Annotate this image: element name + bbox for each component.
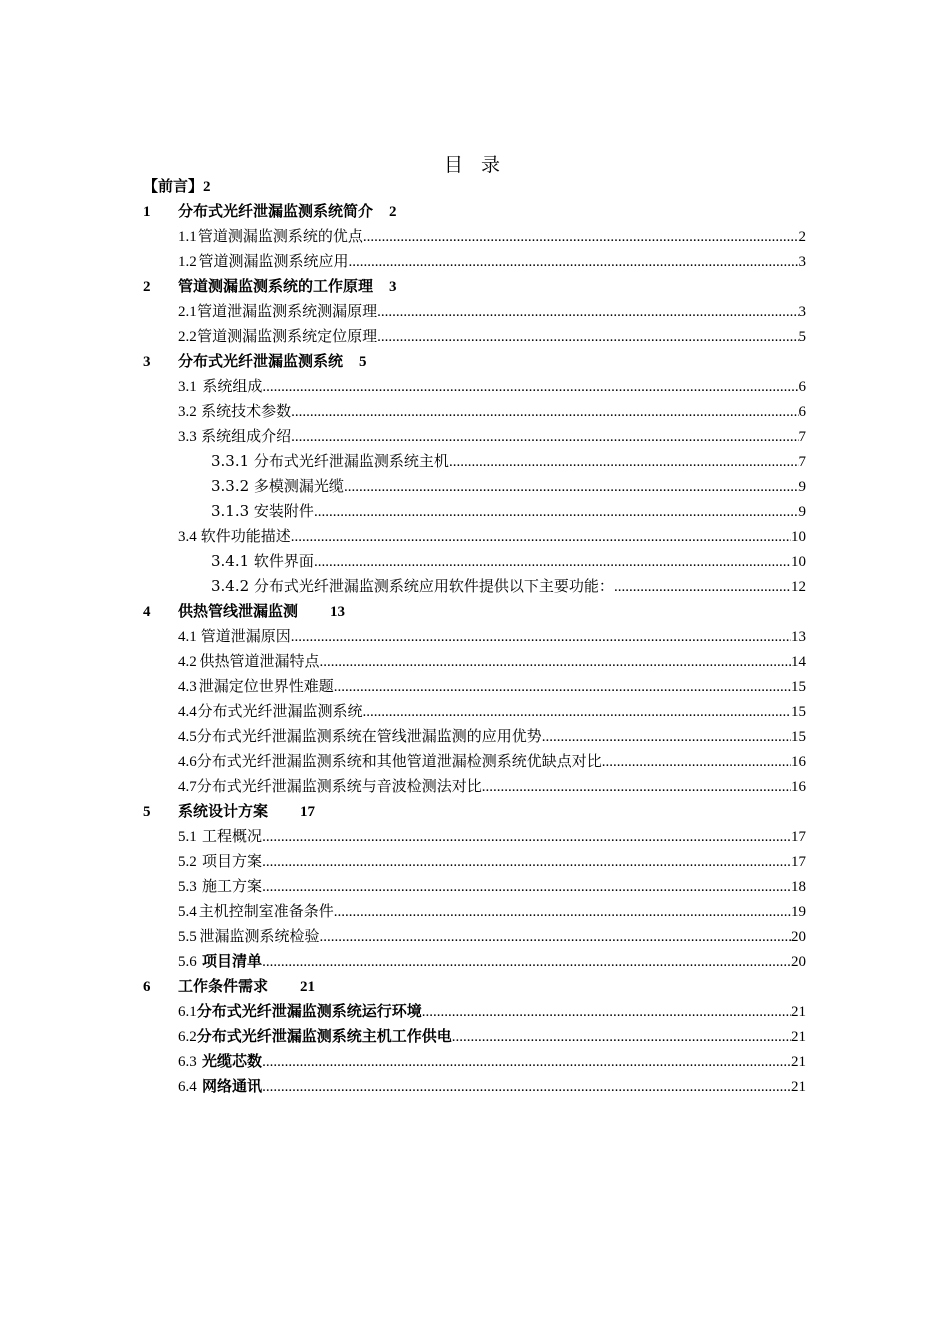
- toc-leader-dots: [291, 525, 791, 550]
- toc-entry-level2[interactable]: [178, 724, 806, 749]
- toc-page: 17: [300, 804, 316, 820]
- toc-page: 3: [389, 279, 397, 295]
- toc-label: 管道测漏监测系统的优点: [197, 227, 363, 245]
- toc-label: 主机控制室准备条件: [198, 902, 334, 920]
- toc-leader-dots: [452, 1025, 791, 1050]
- toc-number: 4.7: [178, 779, 197, 795]
- toc-entry-level3[interactable]: [211, 549, 806, 574]
- toc-number: 5.3: [178, 879, 197, 895]
- toc-page: 16: [791, 754, 806, 770]
- toc-entry-level2[interactable]: [178, 299, 806, 324]
- toc-page: 2: [389, 204, 397, 220]
- toc-page: 3: [798, 304, 806, 320]
- toc-number: 4.1: [178, 629, 197, 645]
- toc-label: 分布式光纤泄漏监测系统: [178, 352, 344, 370]
- toc-number: 5.1: [178, 829, 197, 845]
- toc-number: 6.3: [178, 1054, 197, 1070]
- toc-leader-dots: [344, 475, 799, 500]
- toc-entry-level2[interactable]: [178, 374, 806, 399]
- toc-label: 管道泄漏监测系统测漏原理: [197, 302, 378, 320]
- toc-label: 系统组成介绍: [201, 427, 292, 445]
- toc-page: 21: [791, 1054, 806, 1070]
- toc-number: 6.1: [178, 1004, 197, 1020]
- toc-leader-dots: [262, 1050, 791, 1075]
- toc-leader-dots: [262, 825, 791, 850]
- toc-entry-level2[interactable]: [178, 899, 806, 924]
- toc-entry-level2[interactable]: [178, 324, 806, 349]
- toc-page: 21: [791, 1079, 806, 1095]
- toc-leader-dots: [377, 300, 798, 325]
- toc-label: 分布式光纤泄漏监测系统与音波检测法对比: [196, 777, 482, 795]
- toc-number: 4.6: [178, 754, 197, 770]
- toc-label: 【前言】: [143, 177, 204, 195]
- toc-label: 3.4.2 分布式光纤泄漏监测系统应用软件提供以下主要功能：: [211, 577, 614, 595]
- toc-entry-level3[interactable]: [211, 574, 806, 599]
- toc-page: 16: [791, 779, 806, 795]
- toc-page: 10: [791, 529, 806, 545]
- toc-page: 2: [798, 229, 806, 245]
- toc-page: 14: [791, 654, 806, 670]
- toc-label: 系统组成: [202, 377, 263, 395]
- toc-entry-level2[interactable]: [178, 1074, 806, 1099]
- toc-entry-level2[interactable]: [178, 524, 806, 549]
- toc-leader-dots: [314, 550, 791, 575]
- toc-page: 21: [791, 1029, 806, 1045]
- toc-label: 管道测漏监测系统的工作原理: [178, 277, 374, 295]
- toc-leader-dots: [363, 225, 799, 250]
- toc-number: 4: [143, 604, 151, 620]
- toc-entry-level3[interactable]: [211, 474, 806, 499]
- toc-leader-dots: [291, 625, 791, 650]
- toc-number: 5: [143, 804, 151, 820]
- toc-entry-level1[interactable]: [143, 349, 367, 374]
- toc-entry-level2[interactable]: [178, 649, 806, 674]
- toc-number: 1.1: [178, 229, 197, 245]
- toc-leader-dots: [602, 750, 791, 775]
- toc-entry-level1[interactable]: [143, 199, 397, 224]
- toc-entry-level1[interactable]: [143, 274, 397, 299]
- toc-number: 2.2: [178, 329, 197, 345]
- toc-entry-level2[interactable]: [178, 674, 806, 699]
- toc-leader-dots: [319, 650, 791, 675]
- toc-entry-level1[interactable]: [143, 974, 315, 999]
- toc-leader-dots: [482, 775, 791, 800]
- toc-label: 供热管道泄漏特点: [199, 652, 320, 670]
- toc-page: 5: [798, 329, 806, 345]
- toc-leader-dots: [363, 700, 792, 725]
- toc-leader-dots: [262, 950, 791, 975]
- toc-label: 管道测漏监测系统应用: [198, 252, 349, 270]
- toc-label: 软件功能描述: [200, 527, 291, 545]
- toc-label: 3.4.1 软件界面: [211, 552, 314, 570]
- toc-page: 12: [791, 579, 806, 595]
- toc-label: 分布式光纤泄漏监测系统运行环境: [196, 1002, 422, 1020]
- toc-leader-dots: [348, 250, 798, 275]
- toc-entry-level2[interactable]: [178, 1049, 806, 1074]
- toc-entry-level2[interactable]: [178, 699, 806, 724]
- toc-label: 项目清单: [202, 952, 263, 970]
- toc-page: 2: [203, 179, 211, 195]
- toc-entry-level2[interactable]: [178, 824, 806, 849]
- toc-number: 3.2: [178, 404, 197, 420]
- toc-page: 7: [798, 429, 806, 445]
- toc-page: 9: [798, 479, 806, 495]
- toc-number: 5.6: [178, 954, 197, 970]
- toc-number: 6.4: [178, 1079, 197, 1095]
- toc-entry-level2[interactable]: [178, 849, 806, 874]
- toc-leader-dots: [262, 375, 798, 400]
- toc-number: 4.4: [178, 704, 197, 720]
- toc-label: 泄漏定位世界性难题: [198, 677, 334, 695]
- toc-label: 3.1.3 安装附件: [211, 502, 314, 520]
- toc-entry-preface[interactable]: [143, 174, 211, 199]
- toc-page: 3: [798, 254, 806, 270]
- toc-entry-level3[interactable]: [211, 449, 806, 474]
- toc-leader-dots: [319, 925, 791, 950]
- toc-label: 项目方案: [202, 852, 263, 870]
- toc-number: 2: [143, 279, 151, 295]
- toc-page: 10: [791, 554, 806, 570]
- toc-page: 5: [359, 354, 367, 370]
- toc-label: 工作条件需求: [178, 977, 269, 995]
- toc-page: 20: [791, 929, 806, 945]
- toc-label: 光缆芯数: [202, 1052, 263, 1070]
- toc-label: 管道测漏监测系统定位原理: [197, 327, 378, 345]
- toc-number: 4.5: [178, 729, 197, 745]
- toc-page: 6: [798, 379, 806, 395]
- toc-number: 3: [143, 354, 151, 370]
- toc-number: 2.1: [178, 304, 197, 320]
- toc-label: 系统设计方案: [178, 802, 269, 820]
- toc-label: 分布式光纤泄漏监测系统在管线泄漏监测的应用优势: [196, 727, 542, 745]
- toc-number: 4.2: [178, 654, 197, 670]
- toc-number: 5.5: [178, 929, 197, 945]
- toc-label: 供热管线泄漏监测: [178, 602, 299, 620]
- toc-label: 分布式光纤泄漏监测系统和其他管道泄漏检测系统优缺点对比: [196, 752, 602, 770]
- toc-label: 网络通讯: [202, 1077, 263, 1095]
- toc-entry-level2[interactable]: [178, 399, 806, 424]
- toc-entry-level2[interactable]: [178, 924, 806, 949]
- toc-label: 分布式光纤泄漏监测系统简介: [178, 202, 374, 220]
- toc-page: 6: [798, 404, 806, 420]
- toc-number: 1: [143, 204, 151, 220]
- toc-label: 3.3.2 多模测漏光缆: [211, 477, 344, 495]
- toc-entry-level1[interactable]: [143, 799, 315, 824]
- toc-number: 3.4: [178, 529, 197, 545]
- toc-title: 目 录: [443, 154, 507, 176]
- toc-entry-level2[interactable]: [178, 249, 806, 274]
- toc-page: 15: [791, 729, 806, 745]
- toc-entry-level2[interactable]: [178, 224, 806, 249]
- toc-leader-dots: [542, 725, 791, 750]
- toc-page: 17: [791, 854, 806, 870]
- toc-page: 15: [791, 704, 806, 720]
- toc-leader-dots: [334, 675, 791, 700]
- toc-number: 6.2: [178, 1029, 197, 1045]
- toc-entry-level1[interactable]: [143, 599, 345, 624]
- toc-page: 21: [300, 979, 316, 995]
- toc-number: 5.2: [178, 854, 197, 870]
- toc-leader-dots: [449, 450, 799, 475]
- toc-entry-level2[interactable]: [178, 624, 806, 649]
- toc-number: 3.3: [178, 429, 197, 445]
- toc-label: 工程概况: [202, 827, 263, 845]
- toc-page: 13: [791, 629, 806, 645]
- toc-leader-dots: [262, 875, 791, 900]
- toc-label: 3.3.1 分布式光纤泄漏监测系统主机: [211, 452, 449, 470]
- toc-page: 18: [791, 879, 806, 895]
- toc-page: 9: [798, 504, 806, 520]
- toc-leader-dots: [377, 325, 798, 350]
- toc-leader-dots: [614, 575, 791, 600]
- toc-page: 15: [791, 679, 806, 695]
- toc-entry-level2[interactable]: [178, 774, 806, 799]
- toc-leader-dots: [291, 400, 798, 425]
- toc-leader-dots: [314, 500, 799, 525]
- toc-label: 系统技术参数: [201, 402, 292, 420]
- toc-entry-level2[interactable]: [178, 874, 806, 899]
- toc-leader-dots: [291, 425, 798, 450]
- toc-number: 1.2: [178, 254, 197, 270]
- toc-page: 13: [330, 604, 346, 620]
- toc-entry-level3[interactable]: [211, 499, 806, 524]
- toc-page: 17: [791, 829, 806, 845]
- toc-label: 施工方案: [202, 877, 263, 895]
- toc-label: 管道泄漏原因: [200, 627, 291, 645]
- toc-leader-dots: [262, 850, 791, 875]
- toc-entry-level2[interactable]: [178, 424, 806, 449]
- toc-entry-level2[interactable]: [178, 1024, 806, 1049]
- toc-label: 泄漏监测系统检验: [199, 927, 320, 945]
- toc-entry-level2[interactable]: [178, 749, 806, 774]
- toc-leader-dots: [334, 900, 791, 925]
- toc-leader-dots: [422, 1000, 791, 1025]
- toc-number: 3.1: [178, 379, 197, 395]
- toc-entry-level2[interactable]: [178, 949, 806, 974]
- toc-page: 7: [798, 454, 806, 470]
- toc-entry-level2[interactable]: [178, 999, 806, 1024]
- toc-label: 分布式光纤泄漏监测系统主机工作供电: [196, 1027, 452, 1045]
- toc-page: 21: [791, 1004, 806, 1020]
- toc-number: 4.3: [178, 679, 197, 695]
- toc-number: 6: [143, 979, 151, 995]
- toc-page: 20: [791, 954, 806, 970]
- toc-page: 19: [791, 904, 806, 920]
- toc-leader-dots: [262, 1075, 791, 1100]
- toc-label: 分布式光纤泄漏监测系统: [197, 702, 363, 720]
- toc-number: 5.4: [178, 904, 197, 920]
